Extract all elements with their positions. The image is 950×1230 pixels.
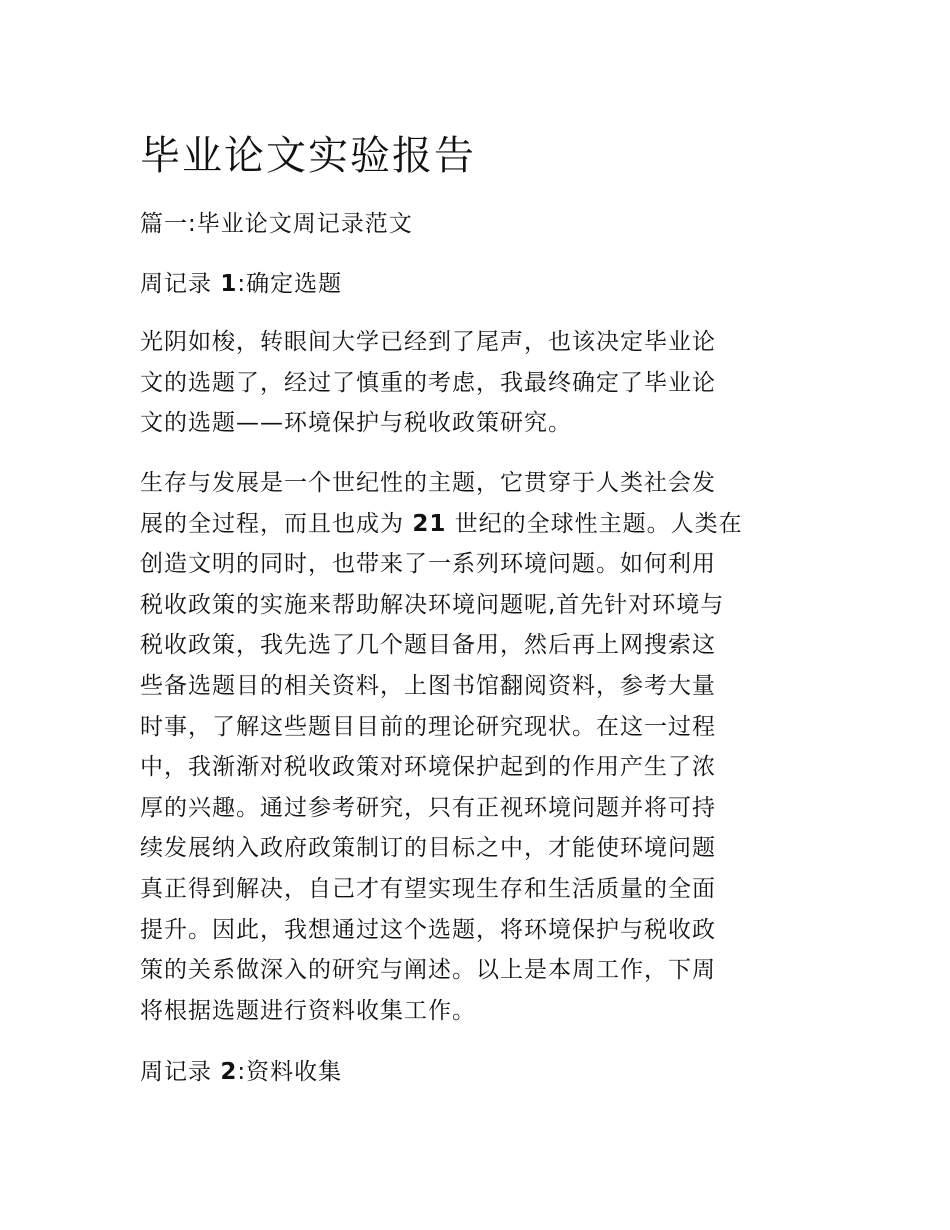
line-prefix: 展的全过程，而且也成为 <box>140 510 413 537</box>
week2-heading-number: 2 <box>220 1059 238 1085</box>
document-title: 毕业论文实验报告 <box>140 133 476 179</box>
paragraph-line: 时事，了解这些题目目前的理论研究现状。在这一过程 <box>140 713 716 740</box>
week1-heading-prefix: 周记录 <box>140 271 221 297</box>
paragraph-line: 续发展纳入政府政策制订的目标之中，才能使环境问题 <box>140 835 716 862</box>
week2-heading <box>140 1056 342 1088</box>
paragraph-line: 生存与发展是一个世纪性的主题，它贯穿于人类社会发 <box>140 470 716 496</box>
century-number: 21 <box>412 510 447 537</box>
week2-heading-suffix: :资料收集 <box>237 1059 343 1085</box>
week1-heading-suffix: :确定选题 <box>237 271 343 297</box>
paragraph-line: 些备选题目的相关资料，上图书馆翻阅资料，参考大量 <box>140 672 716 699</box>
paragraph-line: 厚的兴趣。通过参考研究，只有正视环境问题并将可持 <box>140 794 716 821</box>
paragraph-line: 创造文明的同时，也带来了一系列环境问题。如何利用 <box>140 551 716 578</box>
paragraph-line: 将根据选题进行资料收集工作。 <box>140 997 476 1024</box>
paragraph-line: 真正得到解决，自己才有望实现生存和生活质量的全面 <box>140 875 716 902</box>
week1-paragraph-1 <box>140 322 820 444</box>
week1-paragraph-2 <box>140 463 820 1031</box>
paragraph-line: 文的选题了，经过了慎重的考虑，我最终确定了毕业论 <box>140 369 716 396</box>
week2-heading-prefix: 周记录 <box>140 1059 221 1085</box>
week1-heading <box>140 268 342 300</box>
paragraph-line: 光阴如梭，转眼间大学已经到了尾声，也该决定毕业论 <box>140 329 716 355</box>
week1-heading-number: 1 <box>220 271 238 297</box>
paragraph-line: 提升。因此，我想通过这个选题，将环境保护与税收政 <box>140 916 716 943</box>
paragraph-line: 税收政策，我先选了几个题目备用，然后再上网搜索这 <box>140 632 716 659</box>
paragraph-line: 文的选题——环境保护与税收政策研究。 <box>140 410 572 437</box>
section-heading: 篇一:毕业论文周记录范文 <box>140 211 413 237</box>
line-suffix: 世纪的全球性主题。人类在 <box>446 510 743 537</box>
paragraph-line: 税收政策的实施来帮助解决环境问题呢,首先针对环境与 <box>140 591 725 618</box>
paragraph-line: 中，我渐渐对税收政策对环境保护起到的作用产生了浓 <box>140 754 716 781</box>
paragraph-line: 策的关系做深入的研究与阐述。以上是本周工作，下周 <box>140 957 716 984</box>
paragraph-line <box>140 504 820 545</box>
